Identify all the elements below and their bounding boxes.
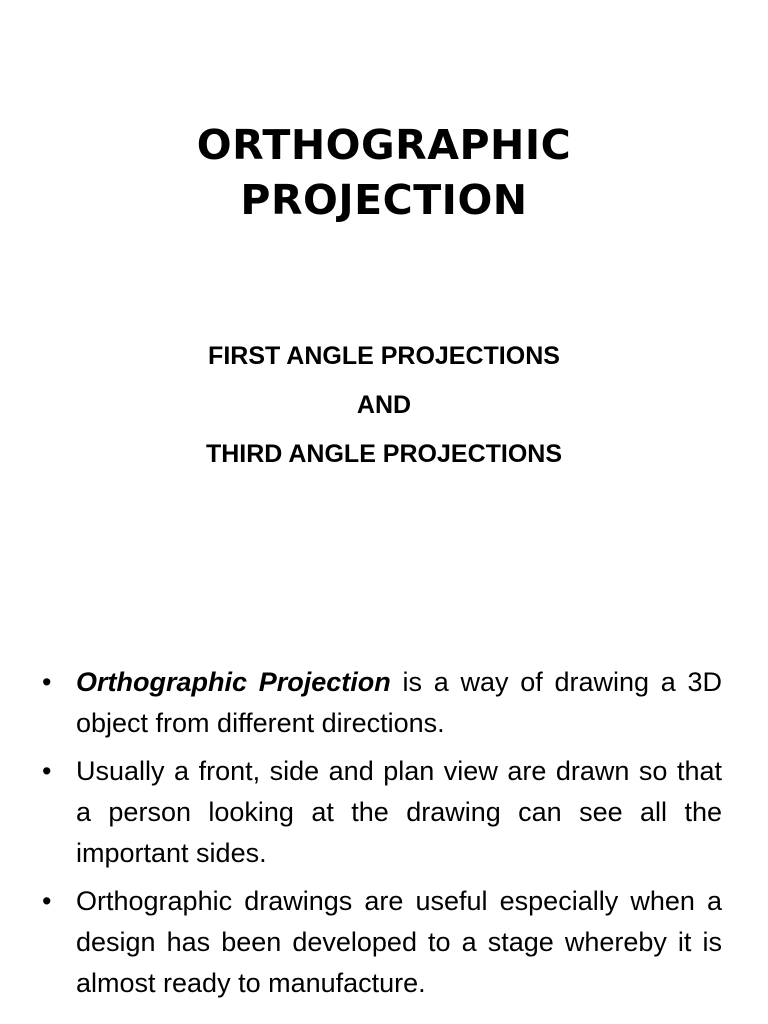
subtitle-line-3: THIRD ANGLE PROJECTIONS — [205, 440, 563, 468]
subtitle-line-2: AND — [356, 391, 412, 419]
bullet-icon: • — [42, 756, 52, 786]
bullet-item-views — [40, 751, 722, 874]
bullet-item-definition — [40, 662, 722, 744]
bullet-item-usefulness — [40, 881, 722, 1004]
bullet-text: Usually a front, side and plan view are drawn so that a person looking at the drawing can see all the important sides. — [76, 756, 722, 868]
page-title — [0, 118, 768, 228]
title-line-1: ORTHOGRAPHIC — [196, 121, 572, 169]
subtitle-line-1: FIRST ANGLE PROJECTIONS — [208, 342, 560, 370]
subtitle — [0, 332, 768, 479]
bullet-text: Orthographic drawings are useful especially when a design has been developed to a stage whereby it is almost ready to manufacture. — [76, 886, 722, 998]
bullet-icon: • — [42, 667, 52, 697]
title-line-2: PROJECTION — [240, 176, 528, 224]
bullet-icon: • — [42, 886, 52, 916]
bullet-text: is a way of drawing a 3D object from different directions. — [76, 667, 723, 738]
bullet-term: Orthographic Projection — [76, 667, 391, 697]
bullet-list — [40, 662, 722, 1011]
